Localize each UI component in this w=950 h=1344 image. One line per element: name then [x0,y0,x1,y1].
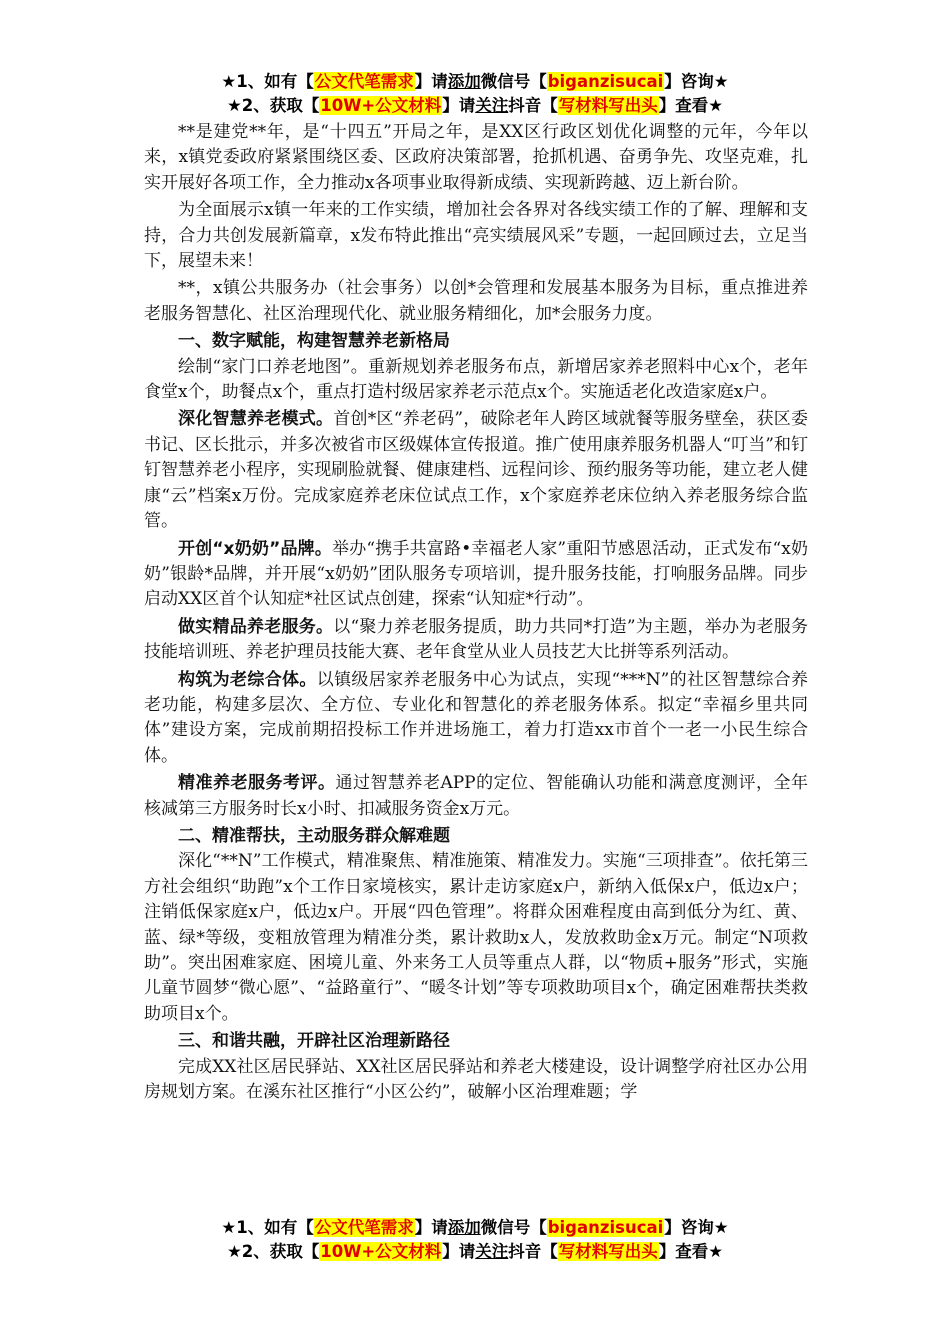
paragraph [144,615,808,666]
section-heading: 一、数字赋能，构建智慧养老新格局 [178,331,450,352]
banner-underlined: 关注 [475,1242,509,1261]
paragraph-text: 以“聚力养老服务提质，助力共同*打造”为主题，举办为老服务技能培训班、养老护理员技能大赛、老年食堂从业人员技艺大比拼等系列活动。 [144,616,808,663]
banner-text: 】请 [442,1242,476,1261]
paragraph-lead: 做实精品养老服务。 [178,616,334,637]
paragraph-lead: 深化智慧养老模式。 [178,409,334,430]
banner-text: 】咨询★ [664,1218,729,1237]
banner-douyin-name: 写材料写出头 [558,96,658,115]
paragraph [144,771,808,822]
banner-highlight: 10W+公文材料 [320,1242,442,1261]
section-heading: 三、和谐共融，开辟社区治理新路径 [178,1031,450,1052]
paragraph: 完成XX社区居民驿站、XX社区居民驿站和养老大楼建设，设计调整学府社区办公用房规划方案。在溪东社区推行“小区公约”，破解小区治理难题；学 [144,1056,808,1103]
paragraph-text: 首创*区“养老码”，破除老年人跨区域就餐等服务壁垒，获区委书记、区长批示，并多次被省市区级媒体宣传报道。推广使用康养服务机器人“叮当”和钉钉智慧养老小程序，实现刷脸就餐、健康建档、远程问诊、预约服务等功能，建立老人健康“云”档案x万份。完成家庭养老床位试点工作，x个家庭养老床位纳入养老服务综合监管。 [144,409,808,532]
section-heading: 二、精准帮扶，主动服务群众解难题 [178,825,450,846]
bottom-banner-line-2 [0,1240,950,1264]
paragraph: 深化“**N”工作模式，精准聚焦、精准施策、精准发力。实施“三项排查”。依托第三方社会组织“助跑”x个工作日家境核实，累计走访家庭x户，新纳入低保x户，低边x户；注销低保家庭x户，低边x户。开展“四色管理”。将群众困难程度由高到低分为红、黄、蓝、绿*等级，变粗放管理为精准分类，累计救助x人，发放救助金x万元。制定“N项救助”。突出困难家庭、困境儿童、外来务工人员等重点人群，以“物质+服务”形式，实施儿童节圆梦“微心愿”、“益路童行”、“暖冬计划”等专项救助项目x个，确定困难帮扶类救助项目x个。 [144,851,808,1024]
paragraph: **，x镇公共服务办（社会事务）以创*会管理和发展基本服务为目标，重点推进养老服务智慧化、社区治理现代化、就业服务精细化，加*会服务力度。 [144,278,808,324]
banner-text: 微信号【 [480,1218,547,1237]
banner-underlined: 添加 [447,1218,481,1237]
paragraph [144,668,808,770]
paragraph: 绘制“家门口养老地图”。重新规划养老服务布点，新增居家养老照料中心x个，老年食堂x个，助餐点x个，重点打造村级居家养老示范点x个。实施适老化改造家庭x户。 [144,356,808,403]
banner-wechat-id: biganzisucai [547,1218,664,1237]
banner-highlight: 10W+公文材料 [320,96,442,115]
banner-text: ★2、获取【 [226,1242,320,1261]
paragraph-text: 通过智慧养老APP的定位、智能确认功能和满意度测评，全年核减第三方服务时长x小时、扣减服务资金x万元。 [144,773,809,819]
banner-underlined: 添加 [447,72,481,91]
banner-text: 微信号【 [480,72,547,91]
banner-text: 抖音【 [508,1242,558,1261]
top-banner-line-1 [0,70,950,94]
banner-text: ★2、获取【 [226,96,320,115]
banner-text: ★1、如有【 [221,1218,314,1237]
paragraph-text: 举办“携手共富路•幸福老人家”重阳节感恩活动，正式发布“x奶奶”银龄*品牌，并开展“x奶奶”团队服务专项培训，提升服务技能，打响服务品牌。同步启动XX区首个认知症*社区试点创建，探索“认知症*行动”。 [144,538,808,610]
banner-highlight: 公文代笔需求 [314,72,414,91]
banner-douyin-name: 写材料写出头 [558,1242,658,1261]
banner-text: 】请 [414,72,448,91]
document-body [144,120,808,1105]
banner-text: ★1、如有【 [221,72,314,91]
banner-text: 】请 [414,1218,448,1237]
paragraph-lead: 精准养老服务考评。 [178,773,336,794]
banner-text: 】请 [442,96,476,115]
paragraph [144,407,808,534]
paragraph-text: 以镇级居家养老服务中心为试点，实现“***N”的社区智慧综合养老功能，构建多层次、全方位、专业化和智慧化的养老服务体系。拟定“幸福乡里共同体”建设方案，完成前期招投标工作并进场施工，着力打造xx市首个一老一小民生综合体。 [144,669,809,766]
bottom-banner-line-1 [0,1216,950,1240]
paragraph [144,537,808,613]
banner-text: 】查看★ [658,96,724,115]
banner-text: 】查看★ [658,1242,724,1261]
paragraph: 为全面展示x镇一年来的工作实绩，增加社会各界对各线实绩工作的了解、理解和支持，合力共创发展新篇章，x发布特此推出“亮实绩展风采”专题，一起回顾过去，立足当下，展望未来！ [144,200,808,272]
paragraph: **是建党**年，是“十四五”开局之年，是XX区行政区划优化调整的元年，今年以来，x镇党委政府紧紧围绕区委、区政府决策部署，抢抓机遇、奋勇争先、攻坚克难，扎实开展好各项工作，全力推动x各项事业取得新成绩、实现新跨越、迈上新台阶。 [144,122,808,193]
banner-underlined: 关注 [475,96,509,115]
banner-text: 抖音【 [508,96,558,115]
banner-highlight: 公文代笔需求 [314,1218,414,1237]
paragraph-lead: 开创“x奶奶”品牌。 [178,538,333,559]
top-banner-line-2 [0,94,950,118]
banner-wechat-id: biganzisucai [547,72,664,91]
paragraph-lead: 构筑为老综合体。 [178,669,317,690]
banner-text: 】咨询★ [664,72,729,91]
